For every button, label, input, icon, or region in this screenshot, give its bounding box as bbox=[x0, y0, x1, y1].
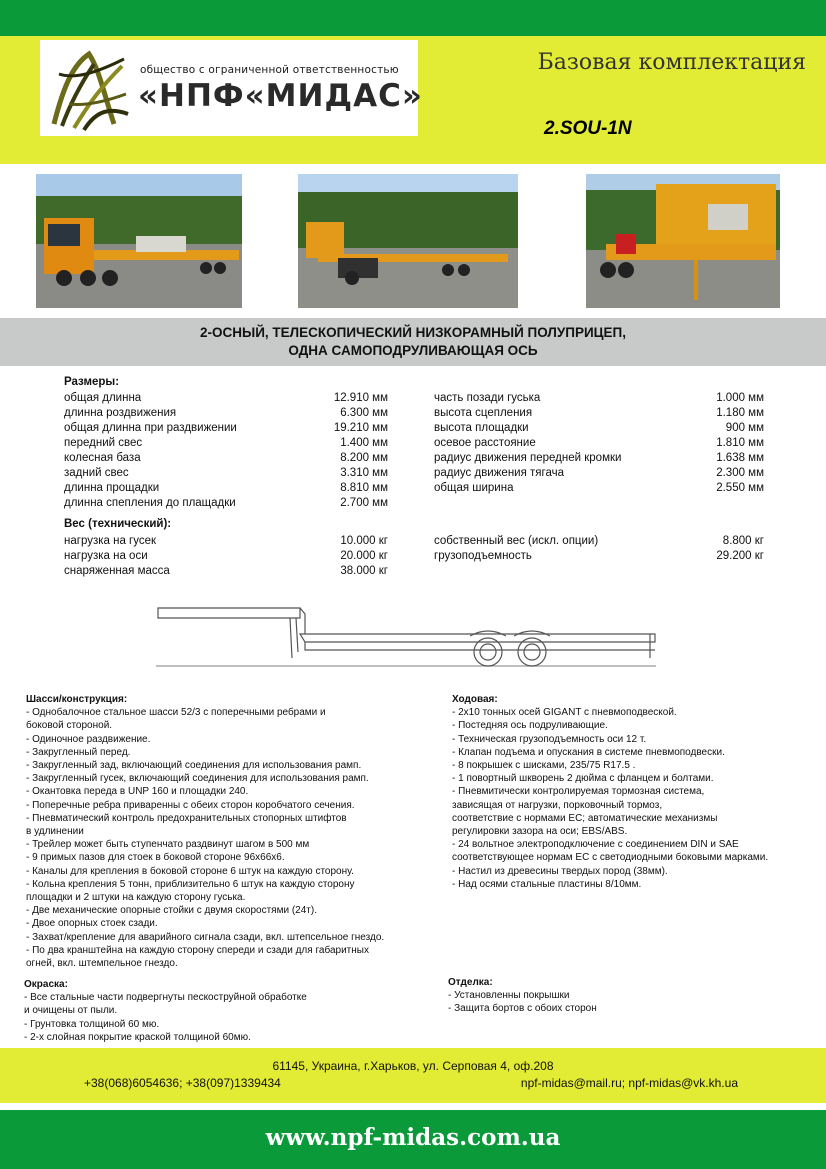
painting-line: - 2-х слойная покрытие краской толщиной 60мю. bbox=[24, 1031, 251, 1043]
finishing-line: - Установленны покрышки bbox=[448, 990, 570, 1002]
weight-heading: Вес (технический): bbox=[64, 518, 172, 530]
chassis-line: - Поперечные ребра приваренны с обеих сторон коробчатого сечения. bbox=[26, 799, 355, 811]
running-gear-line: - Настил из древесины твердых пород (38мм). bbox=[452, 865, 668, 877]
chassis-line: - Захват/крепление для аварийного сигнала сзади, вкл. штепсельное гнездо. bbox=[26, 931, 385, 943]
trailer-rear-photo bbox=[586, 174, 780, 308]
logo-company-type: общество с ограниченной ответственностью bbox=[140, 64, 399, 76]
chassis-line: - Закругленный зад, включающий соединения для использования рамп. bbox=[26, 760, 362, 772]
painting-line: и очищены от пыли. bbox=[24, 1005, 118, 1017]
document-title: Базовая комплектация bbox=[537, 50, 806, 75]
footer-address: 61145, Украина, г.Харьков, ул. Серповая 4, оф.208 bbox=[272, 1059, 554, 1073]
chassis-line: - Пневматический контроль предохранительных стопорных штифтов bbox=[26, 812, 347, 824]
chassis-line: - Закругленный перед. bbox=[26, 746, 131, 758]
chassis-line: площадки и 2 штуки на каждую сторону гуська. bbox=[26, 892, 246, 904]
finishing-heading: Отделка: bbox=[448, 977, 493, 988]
product-title-band bbox=[0, 318, 826, 366]
chassis-line: - По два кранштейна на каждую сторону спереди и сзади для габаритных bbox=[26, 944, 369, 956]
model-name: 2.SOU-1N bbox=[544, 118, 632, 139]
running-gear-line: соответствующее нормам ЕС с светодиодными боковыми марками. bbox=[452, 852, 769, 864]
chassis-line: - Двое опорных стоек сзади. bbox=[26, 918, 158, 930]
chassis-heading: Шасси/конструкция: bbox=[26, 694, 128, 705]
painting-section bbox=[24, 978, 444, 1044]
chassis-line: - Закругленный гусек, включающий соединения для использования рамп. bbox=[26, 773, 369, 785]
website-link[interactable]: www.npf-midas.com.ua bbox=[265, 1124, 561, 1151]
running-gear-section bbox=[452, 693, 822, 891]
running-gear-line: регулировки зазора на оси; EBS/ABS. bbox=[452, 826, 628, 838]
top-green-bar bbox=[0, 0, 826, 36]
chassis-line: - Каналы для крепления в боковой стороне 6 штук на каждую сторону. bbox=[26, 865, 354, 877]
logo-emblem-icon bbox=[44, 44, 134, 134]
chassis-line: - Одиночное раздвижение. bbox=[26, 733, 151, 745]
running-gear-line: - Над осями стальные пластины 8/10мм. bbox=[452, 878, 642, 890]
product-title-line2: ОДНА САМОПОДРУЛИВАЮЩАЯ ОСЬ bbox=[288, 343, 538, 358]
chassis-line: - Однобалочное стальное шасси 52/3 с поперечными ребрами и bbox=[26, 707, 326, 719]
company-logo bbox=[40, 40, 423, 136]
running-gear-line: - Клапан подъема и опускания в системе пневмоподвески. bbox=[452, 746, 725, 758]
running-gear-line: - 2х10 тонных осей GIGANT с пневмоподвеской. bbox=[452, 707, 677, 719]
painting-line: - Все стальные части подвергнуты пескоструйной обработке bbox=[24, 992, 307, 1004]
chassis-line: - Окантовка переда в UNP 160 и площадки 240. bbox=[26, 786, 249, 798]
running-gear-line: - 8 покрышек с шисками, 235/75 R17.5 . bbox=[452, 760, 636, 772]
painting-line: - Грунтовка толщиной 60 мю. bbox=[24, 1018, 160, 1030]
running-gear-heading: Ходовая: bbox=[452, 694, 498, 705]
running-gear-line: - 24 вольтное электроподключение с соединением DIN и SAE bbox=[452, 839, 739, 851]
chassis-line: - Две механические опорные стойки с двумя скоростями (24т). bbox=[26, 905, 317, 917]
running-gear-line: зависящая от нагрузки, порковочный тормоз, bbox=[452, 799, 663, 811]
running-gear-line: соответствие с нормами ЕС; автоматические механизмы bbox=[452, 812, 718, 824]
trailer-side-photo bbox=[298, 174, 518, 308]
finishing-line: - Защита бортов с обоих сторон bbox=[448, 1003, 597, 1015]
trailer-side-drawing bbox=[150, 596, 660, 674]
product-title-line1: 2-ОСНЫЙ, ТЕЛЕСКОПИЧЕСКИЙ НИЗКОРАМНЫЙ ПОЛУПРИЦЕП, bbox=[199, 325, 627, 340]
footer-emails[interactable]: npf-midas@mail.ru; npf-midas@vk.kh.ua bbox=[520, 1076, 738, 1090]
dimensions-heading: Размеры: bbox=[64, 376, 120, 388]
painting-heading: Окраска: bbox=[24, 979, 68, 990]
running-gear-line: - Постедняя ось подруливающие. bbox=[452, 720, 608, 732]
chassis-line: - Кольна крепления 5 тонн, приблизительно 6 штук на каждую сторону bbox=[26, 878, 355, 890]
footer-phones: +38(068)6054636; +38(097)1339434 bbox=[84, 1076, 281, 1090]
chassis-line: в удлинении bbox=[26, 826, 84, 838]
logo-company-name: «НПФ«МИДАС» bbox=[138, 78, 423, 114]
chassis-line: - Трейлер может быть ступенчато раздвинут шагом в 500 мм bbox=[26, 839, 310, 851]
chassis-section bbox=[26, 693, 446, 970]
running-gear-line: - Техническая грузоподъемность оси 12 т. bbox=[452, 733, 647, 745]
truck-photo bbox=[36, 174, 242, 308]
chassis-line: боковой стороной. bbox=[26, 720, 113, 732]
running-gear-line: - 1 повортный шкворень 2 дюйма с фланцем и болтами. bbox=[452, 773, 714, 785]
chassis-line: - 9 примых пазов для стоек в боковой стороне 96х66х6. bbox=[26, 852, 285, 864]
running-gear-line: - Пневмитически контролируемая тормозная система, bbox=[452, 786, 705, 798]
finishing-section bbox=[448, 976, 818, 1016]
chassis-line: огней, вкл. штемпельное гнездо. bbox=[26, 958, 178, 970]
